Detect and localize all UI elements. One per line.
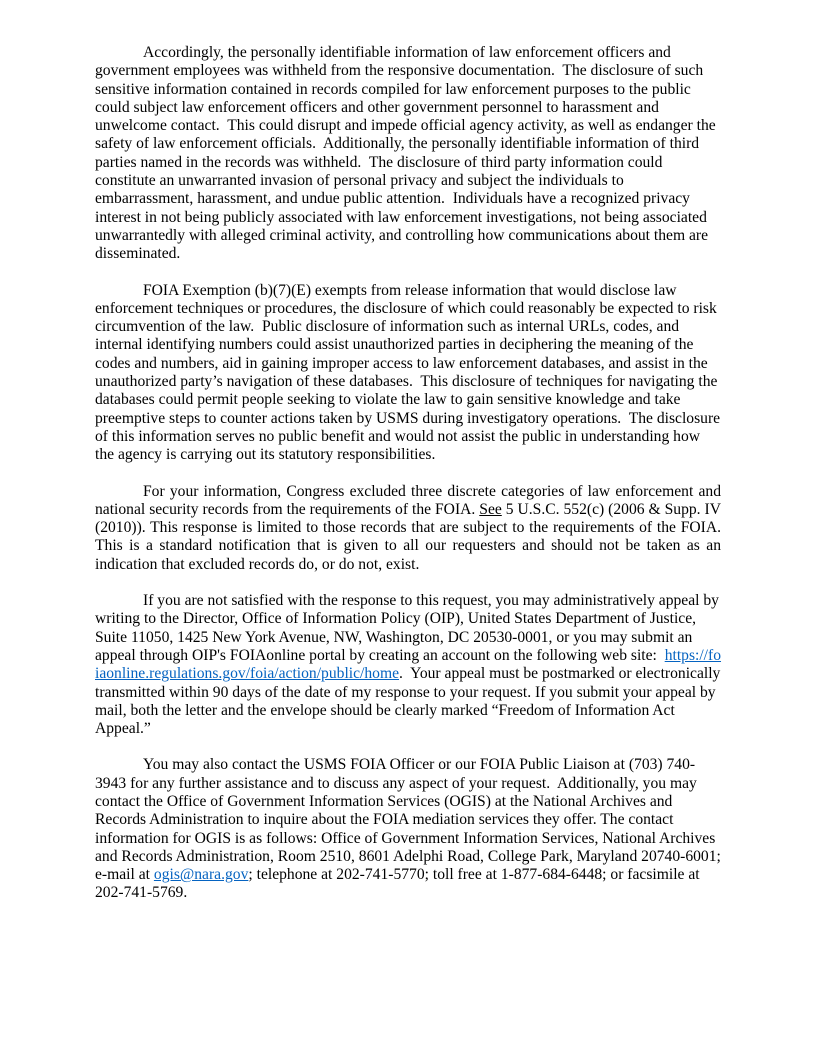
see-citation: See: [479, 500, 502, 518]
paragraph-privacy-withholding: [95, 44, 721, 264]
paragraph-excluded-records-notice: [95, 483, 721, 574]
paragraph-text: For your information, Congress excluded three discrete categories of law enforcement and national security records from the requirements of the FOIA.: [95, 482, 721, 518]
paragraph-text: Accordingly, the personally identifiable information of law enforcement officers and government employees was withheld from the responsive documentation. The disclosure of such sensitive information contained in records compiled for law enforcement purposes to the public could subject law enforcement officers and other government personnel to harassment and unwelcome contact. This could disrupt and impede official agency activity, as well as endanger the safety of law enforcement officials. Additionally, the personally identifiable information of third parties named in the records was withheld. The disclosure of third party information could constitute an unwarranted invasion of personal privacy and subject the individuals to embarrassment, harassment, and undue public attention. Individuals have a recognized privacy interest in not being publicly associated with law enforcement investigations, not being associated unwarrantedly with alleged criminal activity, and controlling how communications about them are disseminated.: [95, 44, 720, 263]
paragraph-text: 5 U.S.C. 552(c) (2006 & Supp. IV (2010)). This response is limited to those records that are subject to the requirements of the FOIA. This is a standard notification that is given to all our requesters and should not be taken as an indication that excluded records do, or do not, exist.: [95, 500, 721, 573]
paragraph-appeal-rights: [95, 592, 725, 738]
paragraph-text: If you are not satisfied with the response to this request, you may administratively appeal by writing to the Director, Office of Information Policy (OIP), United States Department of Justice, Suite 11050, 1425 New York Avenue, NW, Washington, DC 20530-0001, or you may submit an appeal through OIP's FOIAonline portal by creating an account on the following web site:: [95, 592, 723, 664]
paragraph-text: You may also contact the USMS FOIA Officer or our FOIA Public Liaison at (703) 740-3943 for any further assistance and to discuss any aspect of your request. Additionally, you may contact the Office of Government Information Services (OGIS) at the National Archives and Records Administration to inquire about the FOIA mediation services they offer. The contact information for OGIS is as follows: Office of Government Information Services, National Archives and Records Administration, Room 2510, 8601 Adelphi Road, College Park, Maryland 20740-6001; e-mail at: [95, 756, 725, 884]
paragraph-ogis-contact: [95, 756, 725, 902]
paragraph-text: . Your appeal must be postmarked or electronically transmitted within 90 days of the date of my response to your request. If you submit your appeal by mail, both the letter and the envelope should be clearly marked “Freedom of Information Act Appeal.”: [95, 665, 725, 738]
paragraph-text: ; telephone at 202-741-5770; toll free at 1-877-684-6448; or facsimile at 202-741-5769.: [95, 866, 704, 902]
paragraph-text: FOIA Exemption (b)(7)(E) exempts from release information that would disclose law enforcement techniques or procedures, the disclosure of which could reasonably be expected to risk circumvention of the law. Public disclosure of information such as internal URLs, codes, and internal identifying numbers could assist unauthorized parties in deciphering the meaning of the codes and numbers, aid in gaining improper access to law enforcement databases, and assist in the unauthorized party’s navigation of these databases. This disclosure of techniques for navigating the databases could permit people seeking to violate the law to gain sensitive knowledge and take preemptive steps to counter actions taken by USMS during investigatory operations. The disclosure of this information serves no public benefit and would not assist the public in understanding how the agency is carrying out its statutory responsibilities.: [95, 281, 724, 464]
paragraph-foia-exemption-b7e: [95, 281, 724, 465]
foiaonline-portal-link[interactable]: https://foiaonline.regulations.gov/foia/action/public/home: [95, 646, 722, 683]
ogis-email-link[interactable]: ogis@nara.gov: [153, 866, 249, 884]
